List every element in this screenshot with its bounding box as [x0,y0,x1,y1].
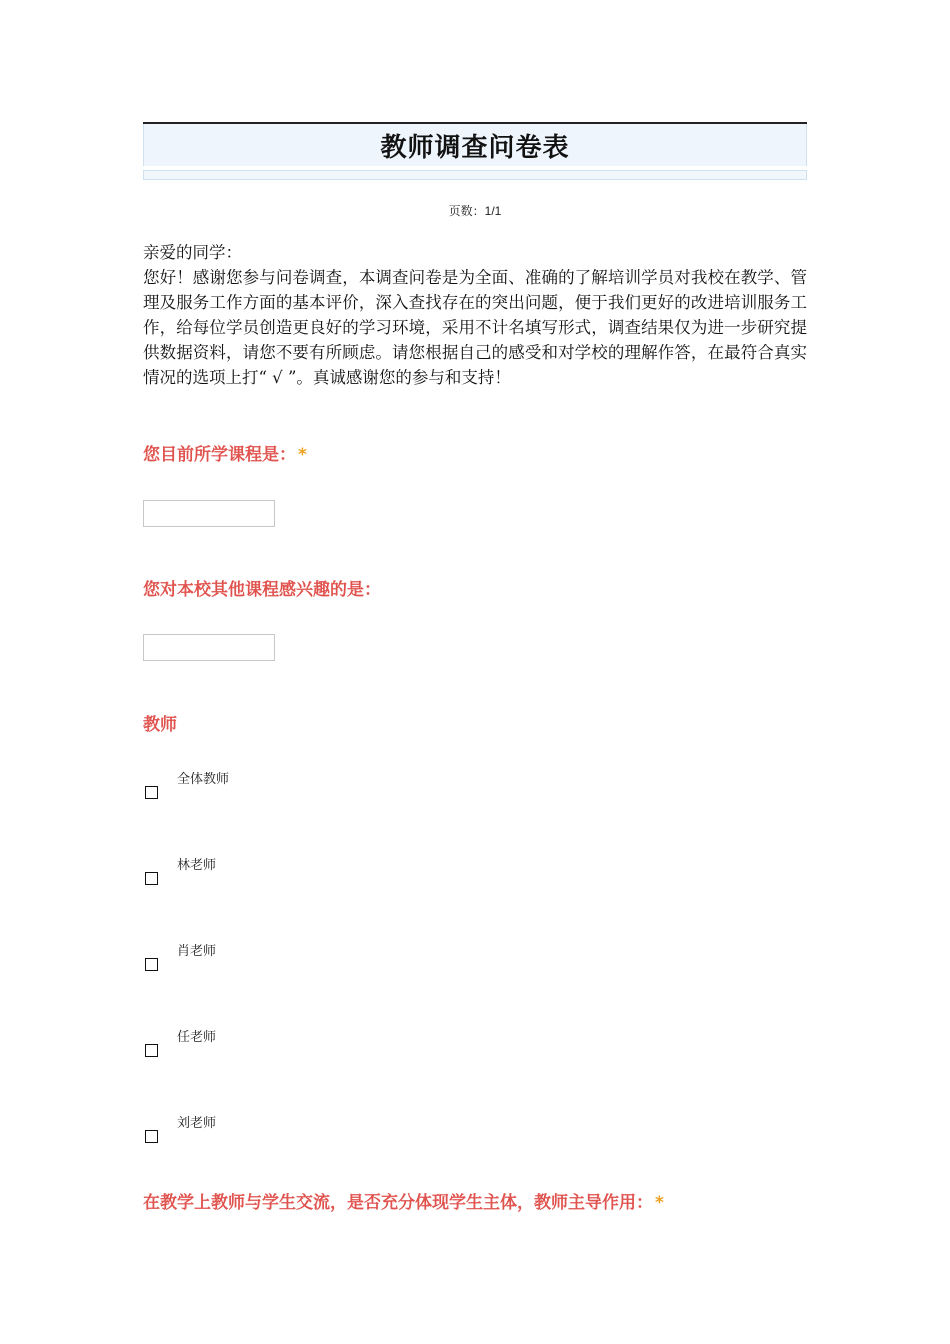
page-title: 教师调查问卷表 [380,132,570,163]
page-number-value: 1/1 [484,204,502,218]
question-label: 在教学上教师与学生交流，是否充分体现学生主体，教师主导作用： [143,1193,653,1213]
checkbox[interactable] [145,1130,158,1143]
option-teacher-xiao[interactable] [143,940,443,990]
question-label: 教师 [143,715,177,735]
checkbox[interactable] [145,872,158,885]
checkbox[interactable] [145,1044,158,1057]
option-label: 林老师 [177,858,217,873]
option-label: 全体教师 [177,772,230,787]
intro-body: 您好！感谢您参与问卷调查，本调查问卷是为全面、准确的了解培训学员对我校在教学、管理及服务工作方面的基本评价，深入查找存在的突出问题，便于我们更好的改进培训服务工作，给每位学员创造更良好的学习环境，采用不计名填写形式，调查结果仅为进一步研究提供数据资料，请您不要有所顾虑。请您根据自己的感受和对学校的理解作答，在最符合真实情况的选项上打“ √ ”。真诚感谢您的参与和支持！ [143,268,807,387]
title-bottom-bar [143,170,807,180]
question-teacher [143,710,177,735]
page-number [143,202,807,219]
question-label: 您目前所学课程是： [143,445,296,465]
title-box [143,124,807,166]
option-teacher-ren[interactable] [143,1026,443,1076]
current-course-input[interactable] [143,500,275,527]
required-mark: * [298,445,307,465]
option-all-teachers[interactable] [143,768,443,818]
intro-text [143,240,807,390]
question-other-courses [143,575,381,600]
question-current-course [143,440,307,465]
option-teacher-liu[interactable] [143,1112,443,1162]
title-banner [143,122,807,180]
intro-greeting: 亲爱的同学： [143,243,242,262]
question-teacher-student-interaction [143,1188,664,1213]
option-label: 任老师 [177,1030,217,1045]
checkbox[interactable] [145,786,158,799]
question-label: 您对本校其他课程感兴趣的是： [143,580,381,600]
option-label: 刘老师 [177,1116,217,1131]
required-mark: * [655,1193,664,1213]
other-courses-input[interactable] [143,634,275,661]
checkbox[interactable] [145,958,158,971]
option-teacher-lin[interactable] [143,854,443,904]
option-label: 肖老师 [177,944,217,959]
page-number-label: 页数： [448,204,485,218]
